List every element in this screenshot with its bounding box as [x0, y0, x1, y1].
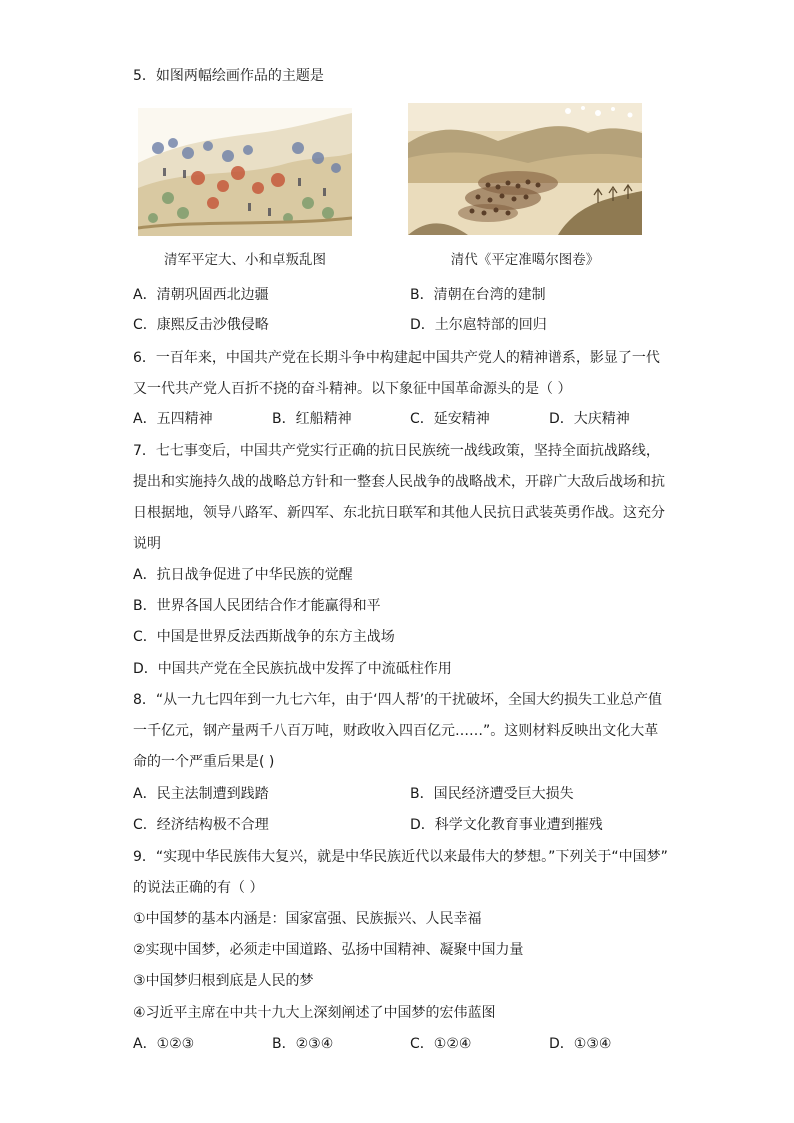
q7-option-d: D．中国共产党在全民族抗战中发挥了中流砥柱作用: [133, 661, 452, 677]
q9-option-a: A．①②③: [133, 1036, 195, 1052]
q7-line-1: 7．七七事变后，中国共产党实行正确的抗日民族统一战线政策，坚持全面抗战路线，: [133, 443, 660, 459]
battle-painting-image: [138, 108, 352, 236]
q8-option-a: A．民主法制遭到践踏: [133, 786, 269, 802]
q9-item-4: ④习近平主席在中共十九大上深刻阐述了中国梦的宏伟蓝图: [133, 1005, 496, 1021]
q5-image2-caption: 清代《平定准噶尔图卷》: [450, 252, 600, 268]
dzungar-scroll-painting-image: [408, 103, 642, 235]
q8-line-2: 一千亿元，钢产量两千八百万吨，财政收入四百亿元……”。这则材料反映出文化大革: [133, 723, 659, 739]
q6-option-c: C．延安精神: [410, 411, 490, 427]
q7-line-2: 提出和实施持久战的战略总方针和一整套人民战争的战略战术，开辟广大敌后战场和抗: [133, 474, 665, 490]
q9-option-c: C．①②④: [410, 1036, 472, 1052]
q5-option-c: C．康熙反击沙俄侵略: [133, 317, 269, 333]
q9-line-2: 的说法正确的有（ ）: [133, 880, 264, 896]
q7-line-4: 说明: [133, 536, 161, 552]
q5-stem: 5．如图两幅绘画作品的主题是: [133, 68, 324, 84]
q8-option-d: D．科学文化教育事业遭到摧残: [410, 817, 603, 833]
q8-option-c: C．经济结构极不合理: [133, 817, 269, 833]
q6-option-b: B．红船精神: [272, 411, 352, 427]
q9-item-2: ②实现中国梦，必须走中国道路、弘扬中国精神、凝聚中国力量: [133, 942, 524, 958]
q9-line-1: 9．“实现中华民族伟大复兴，就是中华民族近代以来最伟大的梦想。”下列关于“中国梦”: [133, 849, 668, 865]
q7-line-3: 日根据地，领导八路军、新四军、东北抗日联军和其他人民抗日武装英勇作战。这充分: [133, 505, 665, 521]
q9-item-3: ③中国梦归根到底是人民的梦: [133, 973, 314, 989]
q8-line-1: 8．“从一九七四年到一九七六年，由于‘四人帮’的干扰破坏，全国大约损失工业总产值: [133, 692, 663, 708]
q5-image1-caption: 清军平定大、小和卓叛乱图: [164, 252, 326, 268]
q7-option-b: B．世界各国人民团结合作才能赢得和平: [133, 598, 381, 614]
q6-option-d: D．大庆精神: [549, 411, 630, 427]
q8-option-b: B．国民经济遭受巨大损失: [410, 786, 574, 802]
q6-option-a: A．五四精神: [133, 411, 213, 427]
q6-line-2: 又一代共产党人百折不挠的奋斗精神。以下象征中国革命源头的是（ ）: [133, 381, 572, 397]
q6-line-1: 6．一百年来，中国共产党在长期斗争中构建起中国共产党人的精神谱系，影显了一代: [133, 350, 660, 366]
q5-option-b: B．清朝在台湾的建制: [410, 287, 546, 303]
q7-option-a: A．抗日战争促进了中华民族的觉醒: [133, 567, 353, 583]
q9-option-d: D．①③④: [549, 1036, 612, 1052]
q9-option-b: B．②③④: [272, 1036, 334, 1052]
q7-option-c: C．中国是世界反法西斯战争的东方主战场: [133, 629, 395, 645]
q5-option-d: D．土尔扈特部的回归: [410, 317, 547, 333]
q9-item-1: ①中国梦的基本内涵是：国家富强、民族振兴、人民幸福: [133, 911, 482, 927]
q8-line-3: 命的一个严重后果是( ): [133, 754, 275, 770]
q5-option-a: A．清朝巩固西北边疆: [133, 287, 269, 303]
